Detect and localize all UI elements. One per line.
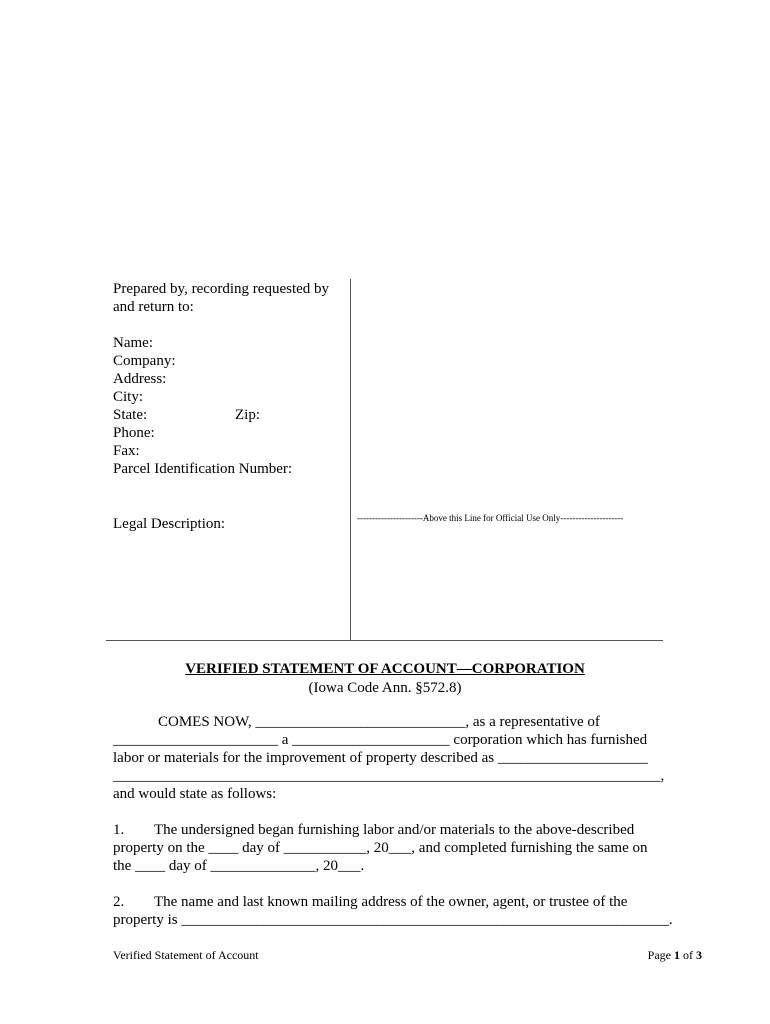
name-label: Name: — [113, 335, 153, 351]
document-title: VERIFIED STATEMENT OF ACCOUNT—CORPORATION — [185, 661, 585, 677]
item1-line-3: the ____ day of ______________, 20___. — [113, 858, 365, 874]
intro-line-1: COMES NOW, ____________________________, as a representative of — [113, 714, 600, 730]
intro-line-2: ______________________ a _____________________ corporation which has furnished — [113, 732, 648, 748]
intro-line-4: _________________________________________________________________________, — [113, 768, 665, 784]
intro-line-3: labor or materials for the improvement of property described as ____________________ — [113, 750, 648, 766]
item2-line-1: 2. The name and last known mailing address of the owner, agent, or trustee of the — [113, 894, 628, 910]
prepared-by-line-2: and return to: — [113, 299, 194, 315]
address-label: Address: — [113, 371, 167, 387]
official-use-notice: ----------------------Above this Line for Official Use Only--------------------- — [357, 513, 624, 523]
company-label: Company: — [113, 353, 176, 369]
page-of: of — [680, 948, 696, 962]
legal-description-label: Legal Description: — [113, 516, 226, 532]
parcel-id-label: Parcel Identification Number: — [113, 461, 293, 477]
page-prefix: Page — [647, 948, 674, 962]
document-subtitle: (Iowa Code Ann. §572.8) — [308, 680, 462, 696]
prepared-by-line-1: Prepared by, recording requested by — [113, 281, 330, 297]
page-total: 3 — [696, 948, 702, 962]
footer-document-name: Verified Statement of Account — [113, 948, 259, 962]
zip-label: Zip: — [235, 407, 260, 423]
fax-label: Fax: — [113, 443, 140, 459]
item1-line-2: property on the ____ day of ___________, 20___, and completed furnishing the same on — [113, 840, 648, 856]
page-current: 1 — [674, 948, 680, 962]
phone-label: Phone: — [113, 425, 155, 441]
item1-line-1: 1. The undersigned began furnishing labor and/or materials to the above-described — [113, 822, 635, 838]
intro-line-5: and would state as follows: — [113, 786, 277, 802]
state-label: State: — [113, 407, 148, 423]
header-vertical-divider — [350, 279, 351, 641]
city-label: City: — [113, 389, 144, 405]
header-horizontal-divider — [106, 640, 663, 641]
item2-line-2: property is _________________________________________________________________. — [113, 912, 673, 928]
footer-page-number — [648, 948, 702, 963]
